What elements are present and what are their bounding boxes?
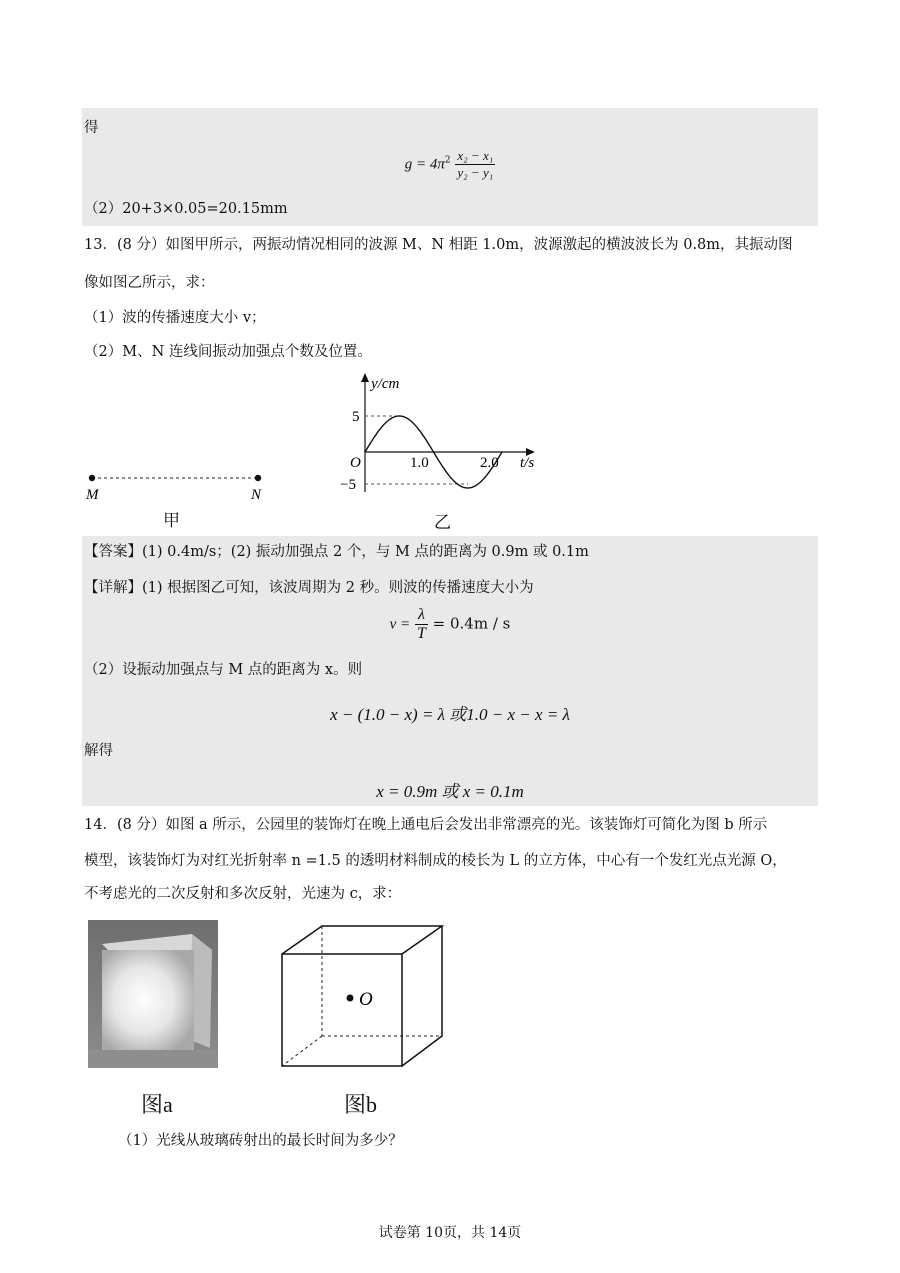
q13-answer: 【答案】(1) 0.4m/s；(2) 振动加强点 2 个，与 M 点的距离为 0.9m 或 0.1m <box>84 544 589 560</box>
q14-stem-line1: 14．(8 分）如图 a 所示，公园里的装饰灯在晚上通电后会发出非常漂亮的光。该装饰灯可简化为图 b 所示 <box>84 817 768 833</box>
q13-eq-x: x − (1.0 − x) = λ 或1.0 − x − x = λ <box>330 705 570 724</box>
q13-part1: （1）波的传播速度大小 v； <box>84 310 266 326</box>
figure-jia-caption: 甲 <box>163 511 180 531</box>
solution-part2: （2）20+3×0.05=20.15mm <box>84 201 288 217</box>
eq-v-lhs: v = <box>389 616 411 633</box>
formula-g-num: x₂ − x₁ <box>457 148 494 163</box>
eq-v-den: T <box>416 625 426 642</box>
point-n-dot <box>255 475 261 481</box>
q14-stem-line2: 模型，该装饰灯为对红光折射率 n =1.5 的透明材料制成的棱长为 L 的立方体，中心有一个发红光点光源 O， <box>84 853 787 869</box>
q14-part1: （1）光线从玻璃砖射出的最长时间为多少？ <box>118 1133 403 1149</box>
figure-a-photo <box>88 920 218 1068</box>
figure-yi-graph <box>330 370 550 500</box>
formula-g-fraction <box>455 148 495 181</box>
formula-g-exp: 2 <box>444 155 451 166</box>
light-source-label: O <box>359 989 373 1010</box>
tick-y-neg: −5 <box>340 477 356 493</box>
tick-x2: 2.0 <box>480 455 499 471</box>
figure-b-label: 图b <box>344 1092 378 1117</box>
point-m-dot <box>89 475 95 481</box>
formula-g-den: y₂ − y₁ <box>457 165 494 180</box>
origin-label: O <box>350 455 361 471</box>
q13-part2: （2）M、N 连线间振动加强点个数及位置。 <box>84 344 372 360</box>
light-source-dot <box>347 995 354 1002</box>
q13-stem-line2: 像如图乙所示，求： <box>84 275 215 291</box>
q13-detail1: 【详解】(1) 根据图乙可知，该波周期为 2 秒。则波的传播速度大小为 <box>84 580 534 596</box>
formula-g <box>82 148 818 181</box>
solution-de-label: 得 <box>84 120 99 136</box>
y-axis-arrow <box>361 373 369 382</box>
cube-front-face <box>102 950 194 1050</box>
eq-v-num: λ <box>415 606 428 625</box>
front-face <box>282 954 402 1066</box>
hidden-edge-diagonal <box>282 1036 322 1066</box>
eq-v-fraction <box>415 606 428 643</box>
right-back-edges <box>402 926 442 1066</box>
formula-g-lhs: g = 4π <box>404 156 445 173</box>
figure-jia <box>80 465 280 505</box>
q13-stem-line1: 13．(8 分）如图甲所示，两振动情况相同的波源 M、N 相距 1.0m，波源激起的横波波长为 0.8m，其振动图 <box>84 237 793 253</box>
figure-a-label: 图a <box>141 1092 173 1117</box>
photo-ground <box>88 1050 218 1068</box>
top-back-edges <box>282 926 442 954</box>
q13-jiede: 解得 <box>84 743 113 759</box>
q14-stem-line3: 不考虑光的二次反射和多次反射，光速为 c，求： <box>84 886 402 902</box>
q13-eq-result: x = 0.9m 或 x = 0.1m <box>376 782 524 801</box>
point-m-label: M <box>86 487 99 503</box>
q13-eq-v <box>82 606 818 643</box>
tick-y-pos: 5 <box>352 409 360 425</box>
tick-x1: 1.0 <box>410 455 429 471</box>
eq-v-rhs: = 0.4m / s <box>432 614 511 633</box>
x-axis-label: t/s <box>520 455 535 471</box>
figure-yi-caption: 乙 <box>434 513 451 533</box>
figure-b-cube <box>276 918 446 1070</box>
y-axis-label: y/cm <box>371 376 400 392</box>
q13-detail2: （2）设振动加强点与 M 点的距离为 x。则 <box>84 662 363 678</box>
point-n-label: N <box>251 487 262 503</box>
page-footer: 试卷第 10页，共 14页 <box>378 1225 522 1241</box>
